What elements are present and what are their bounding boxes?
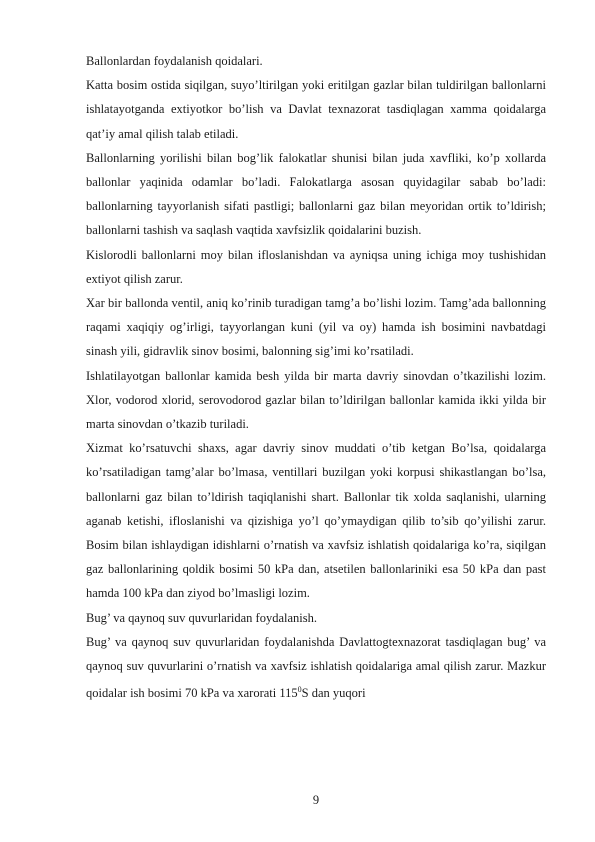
paragraph-oxygen-cylinders: Kislorodli ballonlarni moy bilan ifloslanishdan va ayniqsa uning ichiga moy tushishidan extiyot qilish zarur.	[86, 247, 546, 286]
paragraph-periodic-testing: Ishlatilayotgan ballonlar kamida besh yilda bir marta davriy sinovdan o’tkazilishi lozim. Xlor, vodorod xlorid, serovodorod gazlar bilan to’ldirilgan ballonlar kamida ikki yilda bir marta sinovdan o’tkazib turiladi.	[86, 368, 546, 432]
section-heading-ballonlar: Ballonlardan foydalanish qoidalari.	[86, 54, 263, 68]
paragraph-steam-pipes-text: Bug’ va qaynoq suv quvurlaridan foydalanishda Davlattogtexnazorat tasdiqlagan bug’ va qaynoq suv quvurlarini o’rnatish va xavfsiz ishlatish qoidalariga amal qilish zarur. Mazkur qoidalar ish bosimi 70 kPa va xarorati 115	[86, 634, 546, 701]
paragraph-requirements: Katta bosim ostida siqilgan, suyo’ltirilgan yoki eritilgan gazlar bilan tuldirilgan ballonlarni ishlatayotganda extiyotkor bo’lish va Davlat texnazorat tasdiqlagan xamma qoidalarga qat’iy amal qilish talab etiladi.	[86, 78, 546, 141]
degree-superscript: 0	[297, 685, 302, 695]
section-heading-steam-pipes: Bug’ va qaynoq suv quvurlaridan foydalanish.	[86, 610, 317, 625]
paragraph-accident-causes: Ballonlarning yorilishi bilan bog’lik falokatlar shunisi bilan juda xavfliki, ko’p xollarda ballonlar yaqinida odamlar bo’ladi. Falokatlarga asosan quyidagilar sabab bo’ladi: ballonlarning tayyorlanish sifati pastligi; ballonlarni gaz bilan meyoridan ortik to’ldirish; ballonlarni tashish va saqlash vaqtida xavfsizlik qoidalarini buzish.	[86, 150, 546, 238]
paragraph-steam-pipes	[86, 630, 546, 706]
paragraph-filling-prohibition: Xizmat ko’rsatuvchi shaxs, agar davriy sinov muddati o’tib ketgan Bo’lsa, qoidalarga ko’rsatiladigan tamg’alar bo’lmasa, ventillari buzilgan yoki korpusi shikastlangan bo’lsa, ballonlarni gaz bilan to’ldirish taqiqlanishi shart. Ballonlar tik xolda saqlanishi, ularning aganab ketishi, ifloslanishi va qizishiga yo’l qo’ymaydigan qilib to’sib qo’yilishi zarur. Bosim bilan ishlaydigan idishlarni o’rnatish va xavfsiz ishlatish qoidalariga ko’ra, siqilgan gaz ballonlarining qoldik bosimi 50 kPa dan, atsetilen ballonlariniki esa 50 kPa dan past hamda 100 kPa dan ziyod bo’lmasligi lozim.	[86, 441, 546, 601]
paragraph-steam-pipes-text-end: S dan yuqori	[301, 686, 366, 701]
paragraph-marking: Xar bir ballonda ventil, aniq ko’rinib turadigan tamg’a bo’lishi lozim. Tamg’ada ballonning raqami xaqiqiy og’irligi, tayyorlangan kuni (yil va oy) hamda ish bosimini navbatdagi sinash yili, gidravlik sinov bosimi, balonning sig’imi ko’rsatiladi.	[86, 296, 546, 359]
page-number: 9	[312, 793, 320, 807]
document-body	[86, 49, 546, 706]
